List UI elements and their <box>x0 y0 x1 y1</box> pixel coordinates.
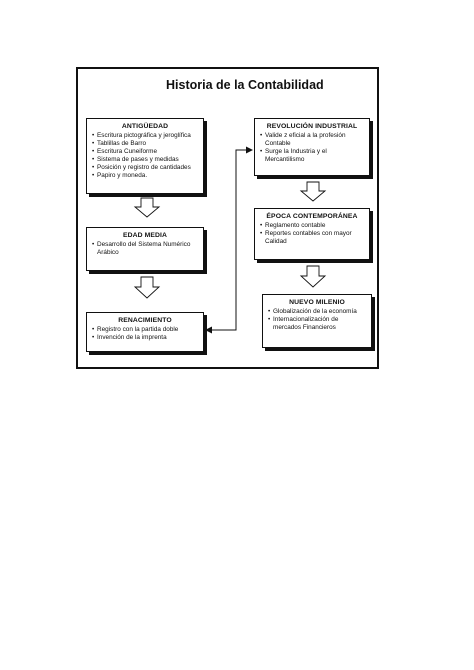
revolucion-item: • Surge la Industria y el Mercantilismo <box>260 148 364 164</box>
contemporanea-box <box>254 208 370 260</box>
milenio-item: • Internacionalización de mercados Financieros <box>268 316 366 332</box>
edad-media-heading: EDAD MEDIA <box>122 232 168 239</box>
contemporanea-item: • Reportes contables con mayor Calidad <box>260 230 364 246</box>
contemporanea-heading: ÉPOCA CONTEMPORÁNEA <box>266 213 358 220</box>
renacimiento-item: • Registro con la partida doble <box>92 326 198 334</box>
antiguedad-heading: ANTIGÜEDAD <box>121 123 169 130</box>
renacimiento-item: • Invención de la imprenta <box>92 334 198 342</box>
edad-media-item: • Desarrollo del Sistema Numérico Arábico <box>92 241 198 257</box>
renacimiento-heading: RENACIMIENTO <box>118 317 172 324</box>
antiguedad-item: • Escritura pictográfica y jeroglífica <box>92 132 198 140</box>
antiguedad-item: • Tablillas de Barro <box>92 140 198 148</box>
antiguedad-box <box>86 118 204 194</box>
revolucion-box <box>254 118 370 176</box>
diagram-title: Historia de la Contabilidad <box>166 78 324 92</box>
milenio-heading: NUEVO MILENIO <box>289 299 345 306</box>
renacimiento-box <box>86 312 204 352</box>
edad-media-box <box>86 227 204 271</box>
revolucion-item: • Valide z eficial a la profesión Contable <box>260 132 364 148</box>
milenio-box <box>262 294 372 348</box>
revolucion-heading: REVOLUCIÓN INDUSTRIAL <box>266 123 358 130</box>
antiguedad-item: • Sistema de pases y medidas <box>92 156 198 164</box>
milenio-item: • Globalización de la economía <box>268 308 366 316</box>
contemporanea-item: • Reglamento contable <box>260 222 364 230</box>
antiguedad-item: • Papiro y moneda. <box>92 172 198 180</box>
antiguedad-item: • Escritura Cuneiforme <box>92 148 198 156</box>
antiguedad-item: • Posición y registro de cantidades <box>92 164 198 172</box>
